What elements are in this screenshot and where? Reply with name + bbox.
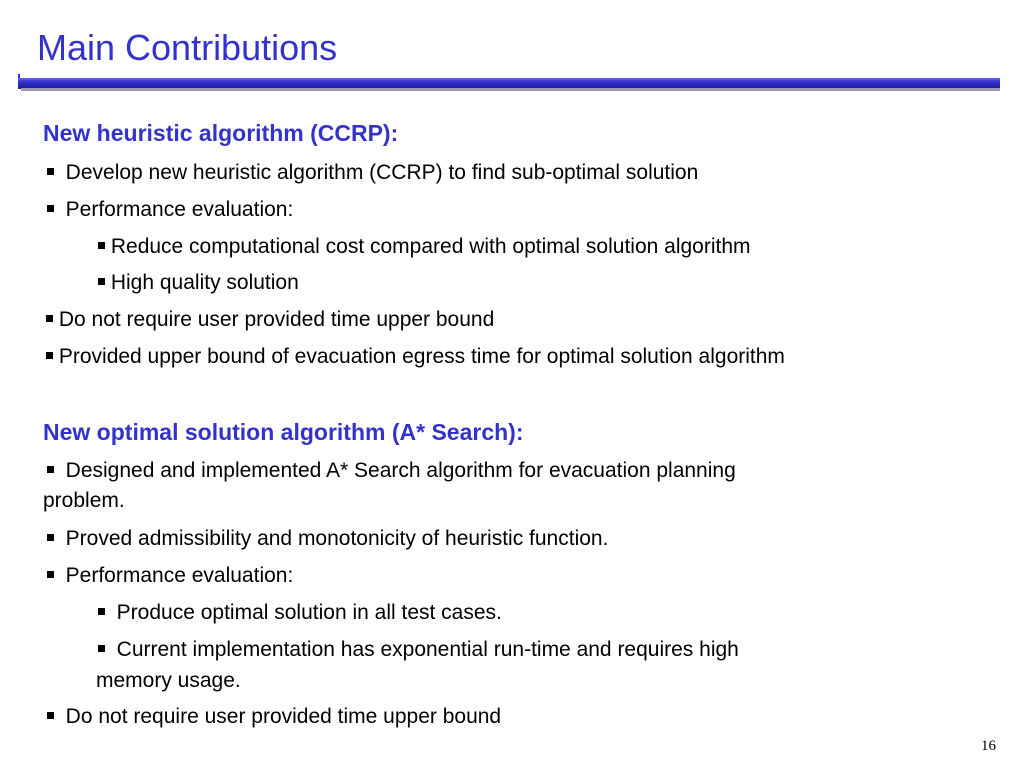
bullet-square-icon: [47, 205, 54, 212]
bullet-item: [46, 341, 785, 373]
bullet-text: Do not require user provided time upper bound: [58, 308, 495, 331]
bullet-continuation: [96, 665, 241, 697]
bullet-item: [47, 560, 293, 592]
sub-bullet-item: [98, 267, 299, 299]
bullet-square-icon: [98, 608, 105, 615]
section-heading-astar: New optimal solution algorithm (A* Search):: [43, 419, 524, 445]
bullet-square-icon: [46, 315, 53, 322]
bullet-text: Current implementation has exponential run-time and requires high: [116, 638, 739, 661]
bullet-item: [47, 157, 698, 189]
slide-title: Main Contributions: [37, 27, 338, 68]
sub-bullet-item: [98, 634, 739, 666]
bullet-square-icon: [46, 352, 53, 359]
bullet-continuation: [43, 485, 125, 517]
bullet-text: memory usage.: [96, 669, 241, 692]
bullet-item: [47, 701, 501, 733]
bullet-text: Produce optimal solution in all test cases.: [116, 601, 502, 624]
bullet-text: Reduce computational cost compared with optimal solution algorithm: [110, 235, 751, 258]
bullet-text: Do not require user provided time upper bound: [65, 705, 502, 728]
bullet-square-icon: [98, 278, 105, 285]
bullet-text: Proved admissibility and monotonicity of heuristic function.: [65, 527, 609, 550]
bullet-square-icon: [47, 712, 54, 719]
title-underline-rule: [18, 74, 1000, 92]
bullet-item: [47, 194, 293, 226]
rule-shadow: [21, 88, 1000, 91]
bullet-text: High quality solution: [110, 271, 299, 294]
bullet-text: Performance evaluation:: [65, 564, 294, 587]
bullet-square-icon: [47, 571, 54, 578]
bullet-text: Develop new heuristic algorithm (CCRP) to find sub-optimal solution: [65, 161, 699, 184]
bullet-square-icon: [47, 466, 54, 473]
bullet-item: [46, 304, 494, 336]
bullet-square-icon: [98, 645, 105, 652]
page-number: 16: [981, 738, 996, 754]
bullet-item: [47, 455, 736, 487]
bullet-text: Performance evaluation:: [65, 198, 294, 221]
bullet-item: [47, 523, 608, 555]
bullet-square-icon: [98, 242, 105, 249]
bullet-square-icon: [47, 534, 54, 541]
section-heading-ccrp: New heuristic algorithm (CCRP):: [43, 120, 399, 146]
bullet-text: Provided upper bound of evacuation egress time for optimal solution algorithm: [58, 345, 785, 368]
bullet-text: Designed and implemented A* Search algorithm for evacuation planning: [65, 459, 736, 482]
sub-bullet-item: [98, 597, 502, 629]
bullet-square-icon: [47, 168, 54, 175]
sub-bullet-item: [98, 231, 751, 263]
bullet-text: problem.: [43, 489, 125, 512]
